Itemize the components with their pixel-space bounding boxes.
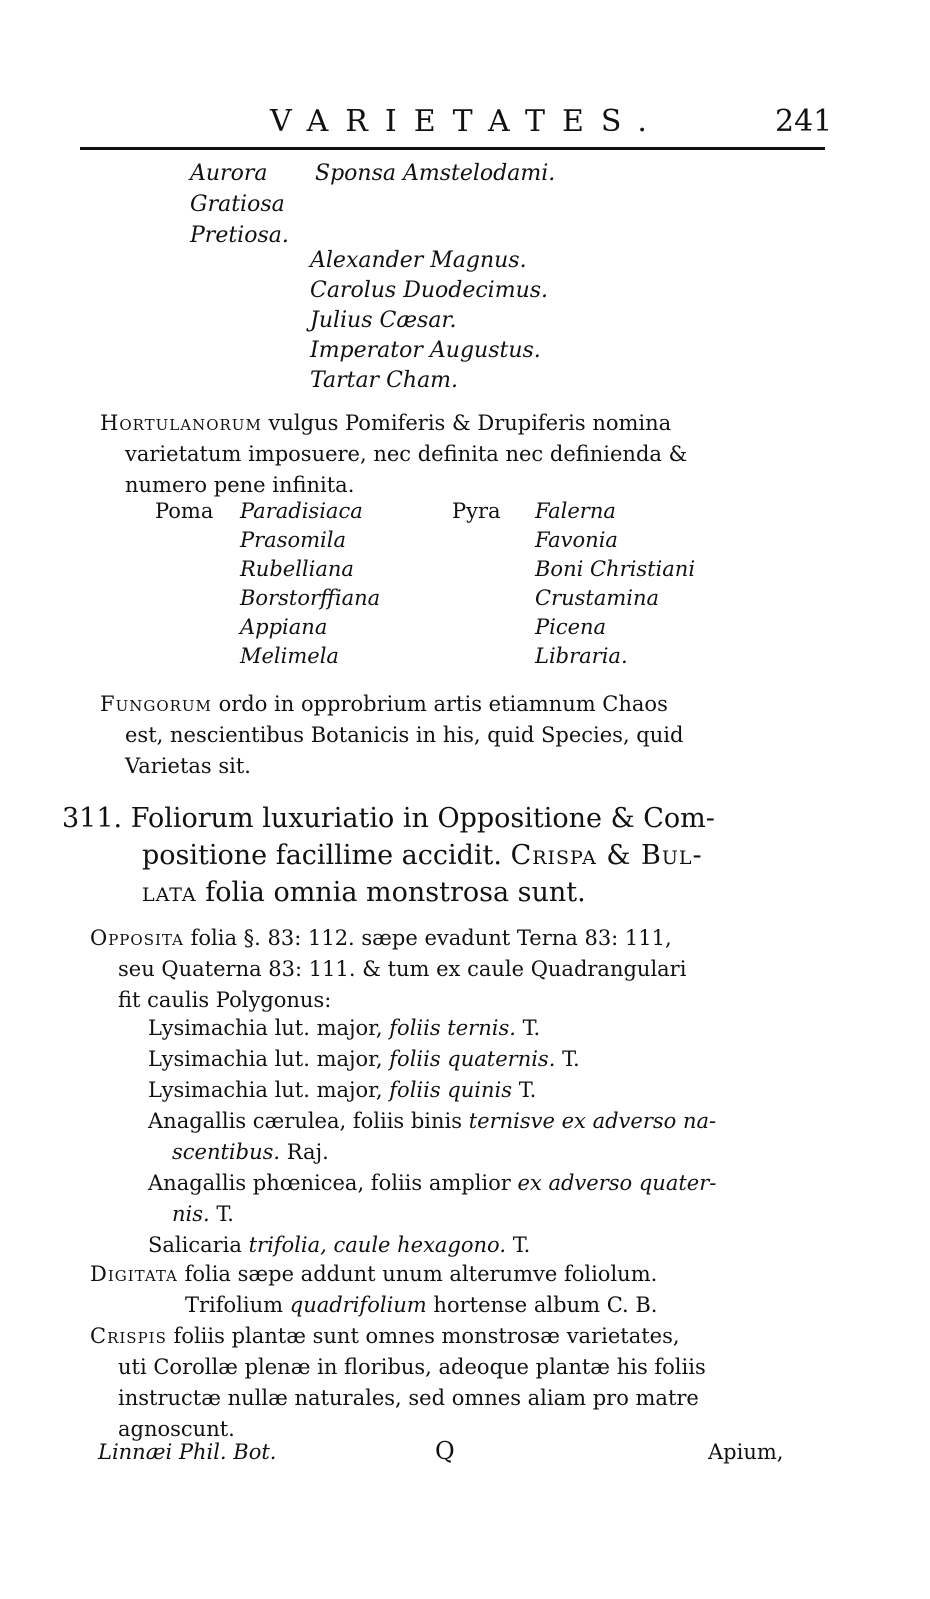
fungorum-lead: Fungorum bbox=[100, 692, 212, 716]
name-item: Alexander Magnus. bbox=[310, 248, 527, 273]
example-name: Trifolium bbox=[185, 1293, 284, 1317]
example-tail: hortense album C. B. bbox=[433, 1293, 658, 1317]
text-line: ordo in opprobrium artis etiamnum Chaos bbox=[218, 692, 668, 716]
poma-label: Poma bbox=[155, 499, 214, 523]
species-list bbox=[148, 1013, 716, 1261]
fungorum-paragraph bbox=[100, 689, 683, 782]
species-item bbox=[148, 1013, 716, 1044]
text-line: folia §. 83: 112. sæpe evadunt Terna 83: 111, bbox=[190, 926, 672, 950]
species-diagnosis: trifolia, caule hexagono. bbox=[248, 1233, 507, 1257]
species-author: Raj. bbox=[286, 1140, 329, 1164]
text-line: fit caulis Polygonus: bbox=[118, 988, 332, 1012]
text-line: est, nescientibus Botanicis in his, quid Species, quid bbox=[125, 723, 684, 747]
crispa-term: Crispa & Bul- bbox=[510, 840, 703, 871]
species-item bbox=[148, 1106, 716, 1137]
section-311 bbox=[62, 800, 715, 911]
opposita-lead: Opposita bbox=[90, 926, 184, 950]
digitata-paragraph bbox=[90, 1259, 657, 1321]
species-name: Salicaria bbox=[148, 1233, 242, 1257]
names-col2 bbox=[310, 246, 548, 396]
species-name: Lysimachia lut. major, bbox=[148, 1016, 383, 1040]
opposita-paragraph bbox=[90, 923, 686, 1016]
section-number: 311. bbox=[62, 803, 123, 834]
text-line: folia omnia monstrosa sunt. bbox=[205, 877, 586, 908]
poma-item: Paradisiaca bbox=[240, 499, 363, 523]
name-item: Carolus Duodecimus. bbox=[310, 278, 549, 303]
species-item bbox=[148, 1044, 716, 1075]
poma-item: Rubelliana bbox=[240, 557, 354, 581]
name-item: Tartar Cham. bbox=[310, 368, 459, 393]
pyra-item: Libraria. bbox=[535, 644, 628, 668]
hortulanorum-paragraph bbox=[100, 408, 687, 501]
poma-item: Borstorffiana bbox=[240, 586, 381, 610]
text-line: numero pene infinita. bbox=[125, 473, 355, 497]
text-line: Foliorum luxuriatio in Oppositione & Com- bbox=[130, 803, 715, 834]
text-line: instructæ nullæ naturales, sed omnes aliam pro matre bbox=[118, 1386, 699, 1410]
species-item bbox=[148, 1075, 716, 1106]
species-name: Lysimachia lut. major, bbox=[148, 1078, 383, 1102]
species-diagnosis: foliis ternis. bbox=[389, 1016, 516, 1040]
name-item: Imperator Augustus. bbox=[310, 338, 541, 363]
pyra-item: Falerna bbox=[535, 499, 616, 523]
crispis-paragraph bbox=[90, 1321, 706, 1445]
text-line: positione facillime accidit. bbox=[142, 840, 502, 871]
species-author: T. bbox=[522, 1016, 541, 1040]
poma-item: Appiana bbox=[240, 615, 328, 639]
poma-item: Melimela bbox=[240, 644, 339, 668]
species-diagnosis: foliis quinis bbox=[389, 1078, 512, 1102]
species-author: T. bbox=[216, 1202, 234, 1226]
species-diagnosis: foliis quaternis. bbox=[389, 1047, 556, 1071]
text-line: vulgus Pomiferis & Drupiferis nomina bbox=[268, 411, 672, 435]
species-author: T. bbox=[518, 1078, 537, 1102]
species-name: Anagallis cærulea, foliis binis bbox=[148, 1109, 463, 1133]
running-head: VARIETATES. bbox=[270, 104, 664, 139]
signature-mark: Q bbox=[435, 1437, 455, 1465]
pyra-item: Favonia bbox=[535, 528, 618, 552]
text-line: uti Corollæ plenæ in floribus, adeoque plantæ his foliis bbox=[118, 1355, 706, 1379]
text-line: folia sæpe addunt unum alterumve foliolum. bbox=[184, 1262, 658, 1286]
text-line: varietatum imposuere, nec definita nec definienda & bbox=[125, 442, 688, 466]
example-diagnosis: quadrifolium bbox=[289, 1293, 427, 1317]
species-diagnosis: nis. bbox=[172, 1202, 210, 1226]
crispis-lead: Crispis bbox=[90, 1324, 167, 1348]
footer-short-title: Linnæi Phil. Bot. bbox=[98, 1440, 277, 1464]
species-diagnosis: ex adverso quater- bbox=[517, 1171, 717, 1195]
text-line: seu Quaterna 83: 111. & tum ex caule Quadrangulari bbox=[118, 957, 687, 981]
species-item bbox=[148, 1137, 716, 1168]
species-name: Anagallis phœnicea, foliis amplior bbox=[148, 1171, 511, 1195]
text-line: Varietas sit. bbox=[125, 754, 251, 778]
species-name: Lysimachia lut. major, bbox=[148, 1047, 383, 1071]
species-author: T. bbox=[562, 1047, 580, 1071]
catchword: Apium, bbox=[708, 1440, 784, 1464]
poma-list bbox=[240, 497, 380, 671]
name-item: Pretiosa. bbox=[190, 223, 289, 248]
hortulanorum-lead: Hortulanorum bbox=[100, 411, 262, 435]
poma-item: Prasomila bbox=[240, 528, 346, 552]
name-item: Julius Cæsar. bbox=[310, 308, 457, 333]
pyra-label: Pyra bbox=[452, 499, 501, 523]
species-diagnosis: scentibus. bbox=[172, 1140, 281, 1164]
name-sponsa: Sponsa Amstelodami. bbox=[315, 161, 556, 186]
species-item bbox=[148, 1230, 716, 1261]
names-col1 bbox=[190, 158, 289, 251]
pyra-list bbox=[535, 497, 695, 671]
name-item: Gratiosa bbox=[190, 192, 285, 217]
page-number: 241 bbox=[775, 104, 833, 139]
species-item bbox=[148, 1199, 716, 1230]
pyra-item: Boni Christiani bbox=[535, 557, 696, 581]
species-item bbox=[148, 1168, 716, 1199]
pyra-item: Crustamina bbox=[535, 586, 660, 610]
lata-term: lata bbox=[142, 877, 197, 908]
species-author: T. bbox=[512, 1233, 531, 1257]
name-item: Aurora bbox=[190, 161, 268, 186]
species-diagnosis: ternisve ex adverso na- bbox=[468, 1109, 717, 1133]
text-line: foliis plantæ sunt omnes monstrosæ varietates, bbox=[173, 1324, 680, 1348]
digitata-lead: Digitata bbox=[90, 1262, 178, 1286]
text-line: agnoscunt. bbox=[118, 1417, 235, 1441]
header-rule bbox=[80, 147, 825, 150]
pyra-item: Picena bbox=[535, 615, 607, 639]
